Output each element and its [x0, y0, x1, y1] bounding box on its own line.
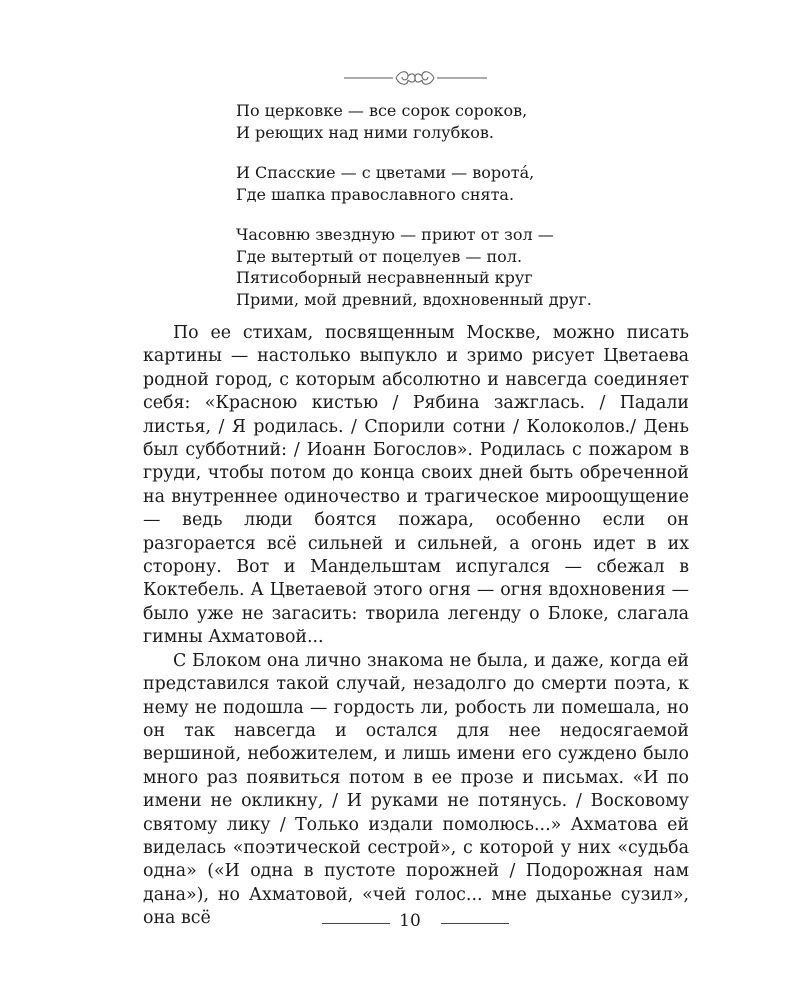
poem-block — [236, 100, 716, 329]
poem-line: Часовню звездную — приют от зол — — [236, 225, 554, 244]
prose-paragraph: С Блоком она лично знакома не была, и даже, когда ей представился такой случай, незадолго до смерти поэта, к нему не подошла — гордость ли, робость ли помешала, но он так навсегда и остался для нее недосягаемой вершиной, небожителем, и лишь имени его суждено было много раз появиться потом в ее прозе и письмах. «И по имени не окликну, / И руками не потянусь. / Восковому святому лику / Только издали помолюсь...» Ахматова ей виделась «поэтической сестрой», с которой у них «судьба одна» («И одна в пустоте порожней / Подорожная нам дана»), но Ахматовой, «чей голос... мне дыханье сузил», она всё — [143, 650, 689, 929]
poem-stanza — [236, 162, 716, 205]
poem-stanza — [236, 224, 716, 310]
poem-line: По церковке — все сорок сороков, — [236, 101, 528, 120]
poem-stanza — [236, 100, 716, 143]
page-footer — [0, 908, 800, 938]
poem-line: Где шапка православного снята. — [236, 184, 515, 204]
poem-line: Где вытертый от поцелуев — пол. — [236, 246, 523, 266]
poem-line: Пятисоборный несравненный круг — [236, 268, 533, 287]
prose-body — [143, 322, 689, 931]
poem-line: Прими, мой древний, вдохновенный друг. — [236, 289, 592, 309]
poem-line: И реющих над ними голубков. — [236, 122, 494, 142]
footer-left-rule — [322, 923, 390, 924]
ornament-flourish — [396, 72, 434, 85]
poem-line: И Спасские — с цветами — ворота́, — [236, 163, 535, 182]
ornament-divider — [0, 64, 800, 92]
page-number: 10 — [399, 911, 421, 931]
footer-right-rule — [441, 923, 509, 924]
prose-paragraph: По ее стихам, посвященным Москве, можно писать картины — настолько выпукло и зримо рисует Цветаева родной город, с которым абсолютно и навсегда соединяет себя: «Красною кистью / Рябина зажглась. / Падали листья, / Я родилась. / Спорили сотни / Колоколов./ День был субботний: / Иоанн Богослов». Родилась с пожаром в груди, чтобы потом до конца своих дней быть обреченной на внутреннее одиночество и трагическое мироощущение — ведь люди боятся пожара, особенно если он разгорается всё сильней и сильней, а огонь идет в их сторону. Вот и Мандельштам испугался — сбежал в Коктебель. А Цветаевой этого огня — огня вдохновения — было уже не загасить: творила легенду о Блоке, слагала гимны Ахматовой... — [143, 323, 689, 648]
